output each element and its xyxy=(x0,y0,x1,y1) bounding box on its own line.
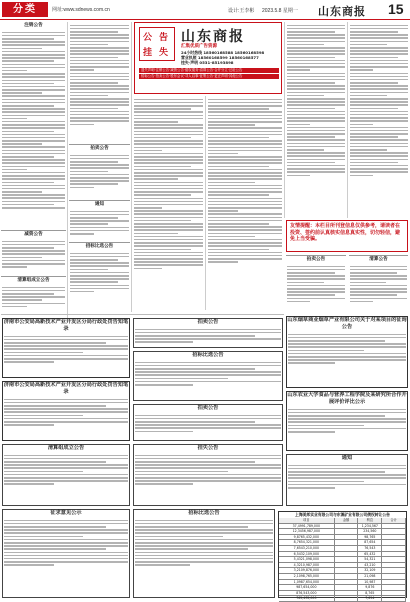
notice-title: 清算组成立公告 xyxy=(17,278,50,283)
ad-phone: 挂失·声明 0531-85193898 xyxy=(181,60,234,65)
editor-credit: 设计:王李彬 xyxy=(228,8,255,14)
logo-char: 挂 xyxy=(143,47,153,57)
column-divider xyxy=(131,22,132,312)
boxed-notice xyxy=(2,381,130,441)
page-number: 15 xyxy=(388,1,404,17)
notice-title: 拍卖公告 xyxy=(90,146,109,151)
table-cell xyxy=(335,568,359,573)
left-column-notices xyxy=(1,22,66,228)
logo-char: 公 xyxy=(143,32,153,42)
table-cell: 37,4991,789,000 xyxy=(279,524,335,529)
column-5-text xyxy=(286,22,346,218)
notice-title: 济南市公安局高新技术产业开发区分局行政处罚告知笔录 xyxy=(3,319,129,332)
table-cell xyxy=(335,596,359,601)
page-header xyxy=(0,0,410,20)
table-header-cell: 项目 xyxy=(279,518,335,523)
table-cell: 54,321 xyxy=(358,557,382,562)
table-row xyxy=(279,596,406,602)
table-cell xyxy=(382,540,406,545)
table-cell: 76,543 xyxy=(358,546,382,551)
ad-banner xyxy=(134,22,282,94)
table-cell: 12,3456,987,000 xyxy=(279,529,335,534)
table-header-cell: 金额 xyxy=(335,518,359,523)
table-cell xyxy=(382,529,406,534)
table-cell xyxy=(335,535,359,540)
table-cell xyxy=(335,529,359,534)
table-cell: 8,7654,321,000 xyxy=(279,540,335,545)
notice-title: 注销公告 xyxy=(24,23,43,28)
table-cell: 21,098 xyxy=(358,574,382,579)
table-cell xyxy=(335,563,359,568)
table-cell: 6,5432,109,000 xyxy=(279,552,335,557)
notice-title: 招标比选公告 xyxy=(192,352,224,358)
table-cell xyxy=(335,557,359,562)
ad-logo xyxy=(139,27,175,61)
column-divider xyxy=(205,96,206,310)
ad-strip-row: 招标公告·拍卖公告·股东会议·寻人启事·征集公告·更正声明·其他公告 xyxy=(139,74,279,79)
table-cell xyxy=(382,568,406,573)
table-cell: 65,432 xyxy=(358,552,382,557)
table-cell xyxy=(335,585,359,590)
table-cell xyxy=(382,596,406,601)
notice-title: 招标比选公告 xyxy=(85,244,114,249)
notice-body xyxy=(1,29,66,209)
boxed-notice xyxy=(133,318,283,348)
table-cell xyxy=(382,546,406,551)
column-6-text xyxy=(349,22,409,218)
table-cell: 7,654 xyxy=(358,596,382,601)
table-cell xyxy=(335,540,359,545)
issue-date: 2023.5.8 星期一 xyxy=(262,8,298,14)
table-cell xyxy=(335,546,359,551)
notice-title: 减资公告 xyxy=(24,232,43,237)
notice-title: 招标比选公告 xyxy=(188,510,220,516)
warning-text: 友情提醒：本栏目所刊登信息仅供参考，请读者在投资、签约前认真核实信息真实性，切勿轻信，避免上当受骗。 xyxy=(290,223,401,242)
ad-phone-list xyxy=(181,50,279,65)
notice-title: 拍卖公告 xyxy=(197,405,219,411)
warning-notice xyxy=(286,220,408,252)
paper-name: 山东商报 xyxy=(318,6,366,18)
column-4-text xyxy=(207,96,283,310)
column-3-text xyxy=(133,96,204,310)
table-cell: 876,543,000 xyxy=(279,591,335,596)
notice-title: 拍卖公告 xyxy=(306,257,326,262)
column-divider xyxy=(284,22,285,218)
boxed-notice xyxy=(133,351,283,401)
table-cell: 1,234,567 xyxy=(358,524,382,529)
notice-title: 清算公告 xyxy=(369,257,388,262)
notice-block xyxy=(69,200,130,240)
notice-title: 山东烟草商业烟草产业有限公司关于对某项目的征询公告 xyxy=(287,317,407,330)
table-cell xyxy=(335,552,359,557)
table-cell xyxy=(335,591,359,596)
notice-title: 清算组成立公告 xyxy=(47,445,85,451)
table-cell: 987,654,000 xyxy=(279,585,335,590)
ad-title: 山东商报 xyxy=(181,30,245,45)
boxed-notice xyxy=(2,444,130,506)
table-title: 上海美邦实业有限公司与东滩矿业有限公司债权转让公告 xyxy=(295,512,390,517)
boxed-notice xyxy=(286,454,408,506)
boxed-notice xyxy=(286,391,408,451)
ad-service-strip xyxy=(139,68,279,80)
ad-subtitle: 汇集优质广告资源 xyxy=(181,44,217,49)
notice-block xyxy=(286,255,346,313)
notice-title: 通知 xyxy=(94,202,105,207)
notice-title: 山东农业大学食品与营养工程学院及某研究所合作开展评价评比公示 xyxy=(287,392,407,405)
table-cell: 2,1098,765,000 xyxy=(279,574,335,579)
notice-title: 拍卖公告 xyxy=(197,319,219,325)
table-cell xyxy=(382,585,406,590)
table-cell: 98,765 xyxy=(358,535,382,540)
table-cell xyxy=(382,563,406,568)
table-cell: 765,432,000 xyxy=(279,596,335,601)
table-cell xyxy=(382,552,406,557)
table-cell: 8,765 xyxy=(358,591,382,596)
boxed-notice xyxy=(133,509,275,598)
column-divider xyxy=(67,22,68,322)
notice-block xyxy=(69,144,130,198)
table-cell xyxy=(382,535,406,540)
notice-title: 济南市公安局高新技术产业开发区分局行政处罚告知笔录 xyxy=(3,382,129,395)
table-cell xyxy=(335,580,359,585)
category-label: 分类 xyxy=(2,2,48,17)
boxed-notice xyxy=(2,318,130,378)
table-cell: 7,6543,210,000 xyxy=(279,546,335,551)
notice-title: 征求意见公示 xyxy=(50,510,82,516)
ad-strip-row: 遗失声明·注销公告·减资公告·债权债务·清算公告·合并分立·迁址公告 xyxy=(139,68,279,73)
column-divider xyxy=(347,22,348,218)
column-2-text xyxy=(69,22,130,142)
band-divider xyxy=(1,314,284,315)
table-cell xyxy=(382,524,406,529)
table-cell xyxy=(382,580,406,585)
site-url: 网址:www.sdnews.com.cn xyxy=(52,7,110,13)
notice-block xyxy=(1,230,66,274)
table-cell: 234,560 xyxy=(358,529,382,534)
table-cell xyxy=(382,557,406,562)
table-cell: 3,2109,876,000 xyxy=(279,568,335,573)
table-cell xyxy=(335,524,359,529)
boxed-notice xyxy=(286,316,408,388)
table-cell: 4,3210,987,000 xyxy=(279,563,335,568)
table-header-cell: 合计 xyxy=(382,518,406,523)
table-cell: 32,109 xyxy=(358,568,382,573)
header-rule xyxy=(0,19,410,20)
debt-transfer-table xyxy=(278,511,407,601)
ad-phone: 营业执照 18560168599 18560168577 xyxy=(181,55,259,60)
table-cell xyxy=(382,591,406,596)
notice-title: 挂失公告 xyxy=(197,445,219,451)
table-body xyxy=(279,524,406,602)
table-cell: 9,876 xyxy=(358,585,382,590)
table-cell: 1,0987,654,000 xyxy=(279,580,335,585)
table-cell: 87,654 xyxy=(358,540,382,545)
table-cell: 43,210 xyxy=(358,563,382,568)
ad-phone: 24小时热线 18560168588 18560168598 xyxy=(181,50,265,55)
notice-title: 通知 xyxy=(341,455,353,461)
logo-char: 失 xyxy=(159,47,169,57)
table-cell: 5,4321,098,000 xyxy=(279,557,335,562)
boxed-notice xyxy=(133,444,283,506)
table-header-cell: 利息 xyxy=(358,518,382,523)
table-cell: 9,8765,432,000 xyxy=(279,535,335,540)
notice-block xyxy=(69,242,130,312)
notice-block xyxy=(1,276,66,312)
table-cell xyxy=(335,574,359,579)
table-cell: 10,987 xyxy=(358,580,382,585)
boxed-notice xyxy=(133,404,283,441)
notice-block xyxy=(349,255,408,313)
boxed-notice xyxy=(2,509,130,598)
logo-char: 告 xyxy=(159,32,169,42)
table-cell xyxy=(382,574,406,579)
